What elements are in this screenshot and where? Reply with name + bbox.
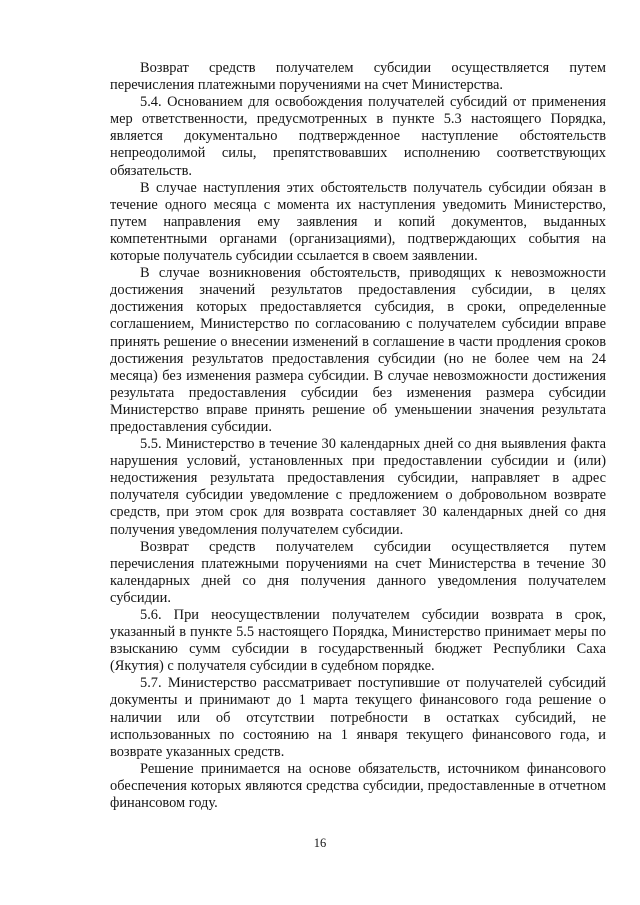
paragraph-results-impossibility: В случае возникновения обстоятельств, приводящих к невозможности достижения значений результатов предоставления субсидии, в целях достижения которых предоставляется субсидия, в сроки, определенные соглашением, Министерство по согласованию с получателем субсидии вправе принять решение о внесении изменений в соглашение в части продления сроков достижения результатов предоставления субсидии (но не более чем на 24 месяца) без изменения размера субсидии. В случае невозможности достижения результата предоставления субсидии без изменения размера субсидии Министерство вправе принять решение об уменьшении значения результата предоставления субсидии.	[110, 265, 606, 435]
page-number: 16	[313, 836, 327, 850]
paragraph-5-5: 5.5. Министерство в течение 30 календарных дней со дня выявления факта нарушения условий, установленных при предоставлении субсидии и (или) недостижения результата предоставления субсидии, направляет в адрес получателя субсидии уведомление с предложением о добровольном возврате средств, при этом срок для возврата составляет 30 календарных дней со дня получения уведомления получателем субсидии.	[110, 436, 606, 538]
paragraph-5-4: 5.4. Основанием для освобождения получателей субсидий от применения мер ответственности, предусмотренных в пункте 5.3 настоящего Порядка, является документально подтвержденное наступление обстоятельств непреодолимой силы, препятствовавших исполнению соответствующих обязательств.	[110, 94, 606, 179]
paragraph-return-funds-intro: Возврат средств получателем субсидии осуществляется путем перечисления платежными поручениями на счет Министерства.	[110, 60, 606, 94]
paragraph-return-funds-deadline: Возврат средств получателем субсидии осуществляется путем перечисления платежными поручениями на счет Министерства в течение 30 календарных дней со дня получения данного уведомления получателем субсидии.	[110, 538, 606, 606]
paragraph-decision-basis: Решение принимается на основе обязательств, источником финансового обеспечения которых являются средства субсидии, предоставленные в отчетном финансовом году.	[110, 760, 606, 812]
paragraph-5-7: 5.7. Министерство рассматривает поступившие от получателей субсидий документы и принимают до 1 марта текущего финансового года решение о наличии или об отсутствии потребности в остатках субсидий, не использованных по состоянию на 1 января текущего финансового года, и возврате указанных средств.	[110, 675, 606, 760]
paragraph-5-6: 5.6. При неосуществлении получателем субсидии возврата в срок, указанный в пункте 5.5 настоящего Порядка, Министерство принимает меры по взысканию сумм субсидии в государственный бюджет Республики Саха (Якутия) с получателя субсидии в судебном порядке.	[110, 607, 606, 675]
document-page	[110, 60, 606, 905]
paragraph-force-majeure-notice: В случае наступления этих обстоятельств получатель субсидии обязан в течение одного месяца с момента их наступления уведомить Министерство, путем направления ему заявления и копий документов, выданных компетентными органами (организациями), подтверждающих события на которые получатель субсидии ссылается в своем заявлении.	[110, 179, 606, 265]
